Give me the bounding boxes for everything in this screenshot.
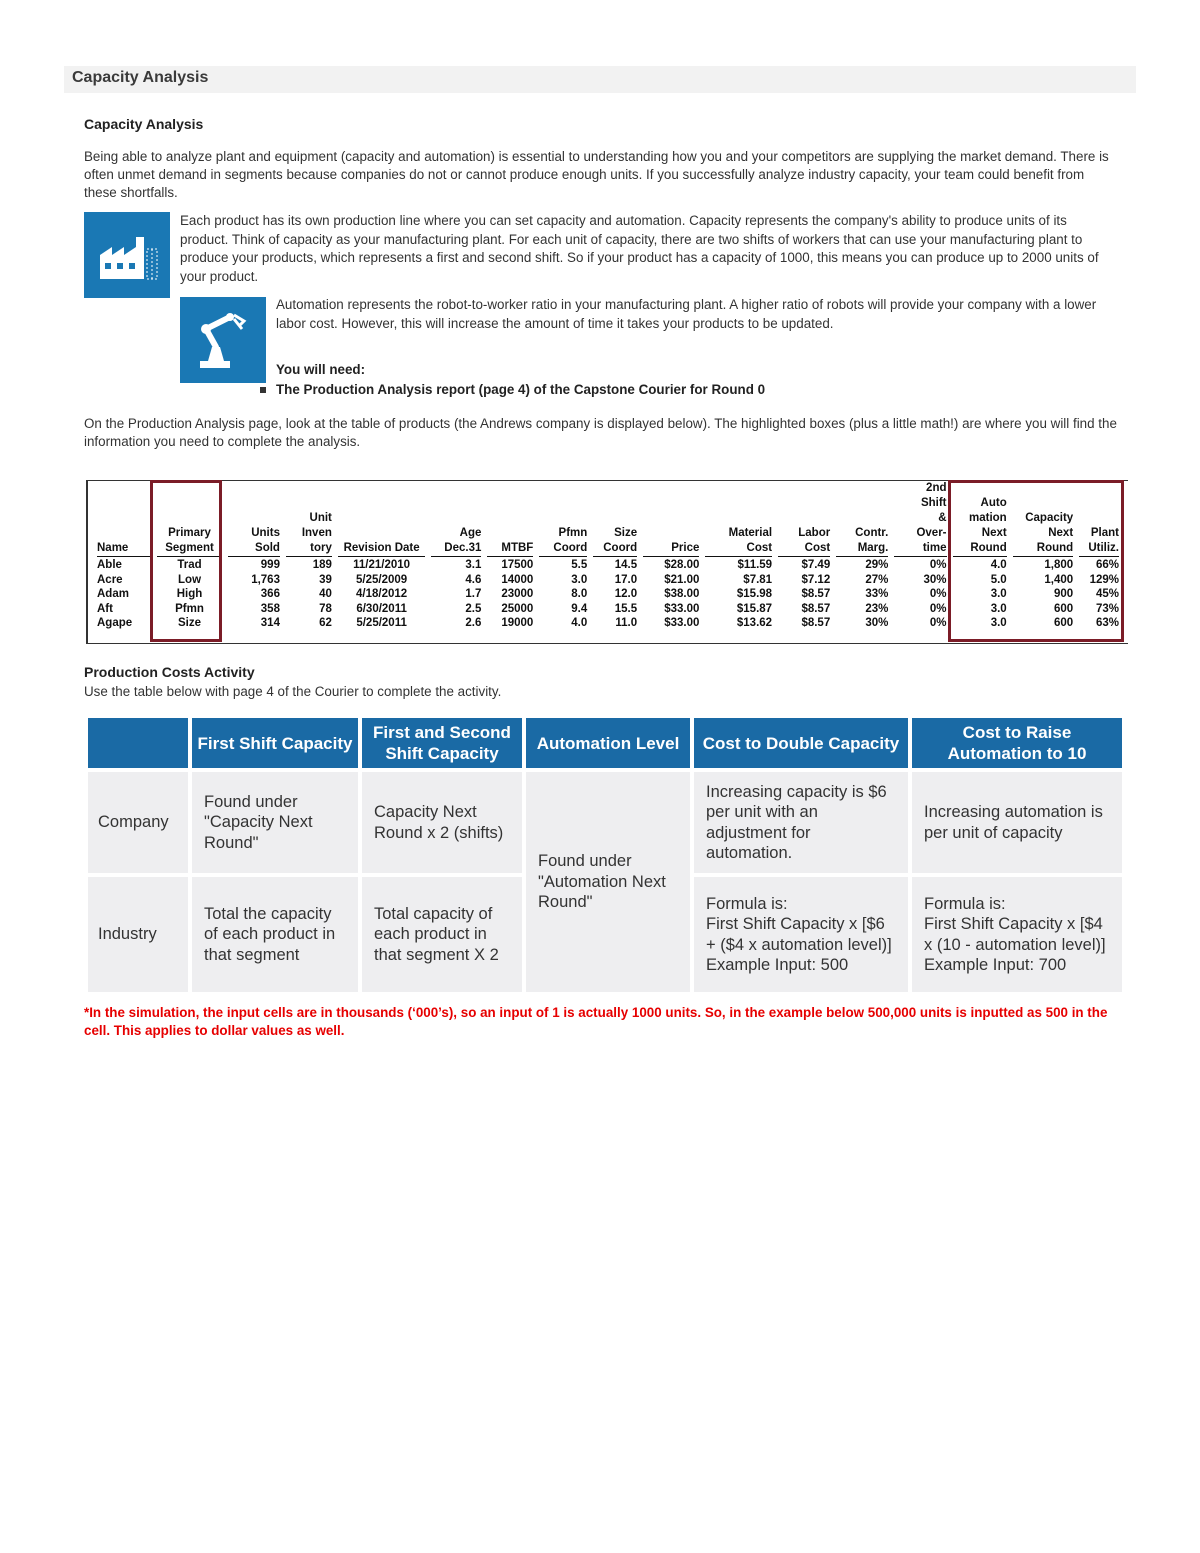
industry-both-shifts: Total capacity of each product in that segment X 2 [362, 877, 522, 992]
prod-cell: 999 [260, 559, 280, 571]
you-will-need-item [260, 382, 765, 397]
prod-cell: 30% [865, 617, 889, 630]
prod-cell: 3.1 [465, 559, 482, 571]
prod-cell: 4/18/2012 [356, 588, 408, 601]
page-header-title: Capacity Analysis [72, 69, 209, 86]
prod-header-cell [640, 481, 702, 558]
prod-cell: High [176, 588, 203, 601]
prod-cell: 9.4 [571, 602, 588, 615]
prod-cell: 23000 [501, 588, 534, 601]
production-analysis-table [86, 480, 1128, 644]
prod-header-label: Auto mation Next Round [953, 496, 1007, 557]
prod-cell: $7.49 [801, 559, 831, 571]
prod-cell: Acre [97, 573, 123, 586]
prod-cell: 5/25/2011 [356, 617, 407, 630]
header-both-shifts: First and Second Shift Capacity [362, 718, 522, 768]
prod-header-label: Pfmn Coord [539, 526, 587, 557]
prod-cell: $11.59 [737, 559, 773, 571]
prod-cell: 14.5 [614, 559, 638, 571]
prod-cell: 78 [319, 602, 332, 615]
company-double-cost: Increasing capacity is $6 per unit with an adjustment for automation. [694, 772, 908, 873]
row-label-industry: Industry [88, 877, 188, 992]
prod-cell: $38.00 [664, 588, 700, 601]
prod-cell: Low [178, 573, 202, 586]
prod-header-label: Price [643, 541, 699, 557]
prod-cell: 19000 [501, 617, 534, 630]
prod-cell: 0% [929, 588, 947, 601]
prod-cell: 1,400 [1044, 573, 1074, 586]
prod-cell: 17.0 [614, 573, 638, 586]
prod-cell: 1.7 [465, 588, 482, 601]
prod-cell: 3.0 [990, 602, 1007, 615]
prod-header-cell [536, 481, 590, 558]
prod-header-label: 2nd Shift & Over- time [894, 481, 946, 557]
prod-header-cell [1010, 481, 1076, 558]
automation-paragraph: Automation represents the robot-to-worker ratio in your manufacturing plant. A higher ratio of robots will provide your company with a lower labor cost. However, this will increase the amount of time it takes your products to be updated. [276, 297, 1097, 331]
prod-cell: 66% [1095, 559, 1119, 571]
prod-cell: 3.0 [571, 573, 588, 586]
prod-cell: $7.12 [801, 573, 831, 586]
prod-header-label: Labor Cost [778, 526, 830, 557]
header-double-cost: Cost to Double Capacity [694, 718, 908, 768]
footnote: *In the simulation, the input cells are in thousands (‘000’s), so an input of 1 is actually 1000 units. So, in the example below 500,000 units is inputted as 500 in the cell. This applies to dollar values as well. [84, 1005, 1108, 1038]
prod-cell: 30% [923, 573, 947, 586]
prod-cell: 15.5 [614, 602, 638, 615]
prod-cell: 0% [929, 617, 947, 630]
prod-cell: 900 [1053, 588, 1074, 601]
prod-header-label: Plant Utiliz. [1079, 526, 1119, 557]
prod-cell: 45% [1095, 588, 1119, 601]
prod-cell: 129% [1089, 573, 1119, 586]
prod-cell: 3.0 [990, 617, 1007, 630]
prod-cell: Aft [97, 602, 113, 615]
prod-header-label: Name [97, 541, 151, 557]
industry-first-shift: Total the capacity of each product in that segment [192, 877, 358, 992]
prod-cell: 17500 [501, 559, 534, 571]
prod-cell: 1,763 [251, 573, 280, 586]
header-first-shift: First Shift Capacity [192, 718, 358, 768]
prod-cell: 0% [929, 602, 947, 615]
prod-cell: 8.0 [571, 588, 588, 601]
prod-cell: 314 [260, 617, 280, 630]
prod-header-cell [335, 481, 428, 558]
prod-cell: 2.5 [465, 602, 482, 615]
prod-header-cell [833, 481, 891, 558]
prod-header-label: Primary Segment [157, 526, 222, 557]
prod-header-cell [225, 481, 283, 558]
prod-header-cell [428, 481, 484, 558]
table-row [94, 616, 1122, 631]
bullet-icon [260, 387, 266, 393]
prod-header-cell [484, 481, 536, 558]
prod-cell: Size [178, 617, 202, 630]
prod-header-label: Age Dec.31 [431, 526, 481, 557]
prod-header-cell [950, 481, 1010, 558]
prod-header-label: Contr. Marg. [836, 526, 888, 557]
page-header [64, 66, 1136, 93]
prod-header-cell [891, 481, 949, 558]
prod-cell: $33.00 [664, 602, 700, 615]
prod-cell: 1,800 [1044, 559, 1074, 571]
prod-cell: $21.00 [664, 573, 700, 586]
prod-cell: Agape [97, 617, 133, 630]
header-raise-cost: Cost to Raise Automation to 10 [912, 718, 1122, 768]
prod-cell: 366 [260, 588, 280, 601]
prod-cell: 63% [1095, 617, 1119, 630]
table-row [94, 602, 1122, 617]
capacity-paragraph: Each product has its own production line where you can set capacity and automation. Capacity represents the company's ability to produce units of its product. Think of capacity as your manufacturing plant. For each unit of capacity, there are two shifts of workers that can use your manufacturing plant to produce your products, which represents a first and second shift. So if your product has a capacity of 1000, this means you can produce up to 2000 units of your product. [180, 213, 1099, 284]
prod-header-cell [702, 481, 775, 558]
prod-cell: Trad [177, 559, 202, 571]
prod-header-label: Material Cost [705, 526, 772, 557]
prod-cell: 5/25/2009 [356, 573, 408, 586]
prod-cell: 14000 [501, 573, 534, 586]
prod-cell: 27% [865, 573, 889, 586]
prod-cell: $15.98 [736, 588, 773, 601]
prod-cell: 4.6 [465, 573, 482, 586]
prod-cell: $7.81 [743, 573, 773, 586]
factory-icon [84, 212, 170, 298]
prod-header-label: MTBF [487, 541, 533, 557]
prod-header-label: Size Coord [593, 526, 637, 557]
prod-header-label: Capacity Next Round [1013, 511, 1073, 557]
prod-cell: 2.6 [465, 617, 482, 630]
prod-cell: 11.0 [615, 617, 638, 630]
prod-header-label: Revision Date [338, 541, 425, 557]
company-first-shift: Found under "Capacity Next Round" [192, 772, 358, 873]
prod-cell: 25000 [501, 602, 534, 615]
prod-header-cell [94, 481, 154, 558]
prod-cell: $8.57 [801, 617, 831, 630]
prod-header-cell [775, 481, 833, 558]
you-will-need-label: You will need: [276, 362, 366, 377]
prod-cell: $8.57 [801, 602, 831, 615]
prod-cell: 29% [865, 559, 889, 571]
company-raise-cost: Increasing automation is per unit of capacity [912, 772, 1122, 873]
prod-header-label: Unit Inven tory [286, 511, 332, 557]
prod-cell: 3.0 [990, 588, 1007, 601]
prod-cell: 33% [865, 588, 889, 601]
prod-header-cell [154, 481, 225, 558]
industry-double-cost: Formula is: First Shift Capacity x [$6 + ($4 x automation level)] Example Input: 500 [694, 877, 908, 992]
intro-paragraph: Being able to analyze plant and equipment (capacity and automation) is essential to understanding how you and your competitors are supplying the market demand. There is often unmet demand in segments because companies do not or cannot produce enough units. If you successfully analyze industry capacity, your team could benefit from these shortfalls. [84, 149, 1109, 200]
prod-cell: 23% [865, 602, 889, 615]
prod-cell: $28.00 [664, 559, 700, 571]
production-costs-table [84, 714, 1126, 996]
prod-cell: $8.57 [801, 588, 831, 601]
prod-cell: 11/21/2010 [353, 559, 411, 571]
table-row [94, 587, 1122, 602]
prod-cell: Pfmn [175, 602, 204, 615]
prod-header-label: Units Sold [228, 526, 280, 557]
prod-cell: 39 [319, 573, 332, 586]
prod-cell: 40 [319, 588, 332, 601]
activity-subtitle: Use the table below with page 4 of the Courier to complete the activity. [84, 684, 502, 699]
table-row [94, 558, 1122, 573]
prod-cell: $15.87 [736, 602, 773, 615]
robot-arm-icon [180, 297, 266, 383]
prod-cell: 12.0 [614, 588, 638, 601]
prod-header-cell [590, 481, 640, 558]
industry-raise-cost: Formula is: First Shift Capacity x [$4 x (10 - automation level)] Example Input: 700 [912, 877, 1122, 992]
prod-cell: Adam [97, 588, 129, 601]
activity-title: Production Costs Activity [84, 664, 255, 680]
automation-level-cell: Found under "Automation Next Round" [526, 772, 690, 992]
prod-cell: 0% [929, 559, 947, 571]
prod-cell: $13.62 [736, 617, 773, 630]
header-blank [88, 718, 188, 768]
section-title: Capacity Analysis [84, 116, 204, 132]
prod-cell: 4.0 [990, 559, 1007, 571]
prod-cell: 4.0 [571, 617, 588, 630]
prod-cell: Able [97, 559, 122, 571]
company-both-shifts: Capacity Next Round x 2 (shifts) [362, 772, 522, 873]
prod-cell: 5.0 [990, 573, 1007, 586]
prod-cell: 358 [260, 602, 280, 615]
prod-header-cell [283, 481, 335, 558]
prod-cell: $33.00 [664, 617, 700, 630]
prod-header-cell [1076, 481, 1122, 558]
table-row [94, 573, 1122, 588]
prod-cell: 600 [1053, 602, 1074, 615]
header-automation-level: Automation Level [526, 718, 690, 768]
prod-cell: 6/30/2011 [356, 602, 407, 615]
prod-cell: 600 [1053, 617, 1074, 630]
prod-cell: 5.5 [571, 559, 588, 571]
need-item-text: The Production Analysis report (page 4) of the Capstone Courier for Round 0 [276, 382, 766, 397]
lookup-paragraph: On the Production Analysis page, look at the table of products (the Andrews company is displayed below). The highlighted boxes (plus a little math!) are where you will find the information you need to complete the analysis. [84, 416, 1117, 449]
prod-cell: 62 [319, 617, 332, 630]
prod-cell: 189 [312, 559, 332, 571]
row-label-company: Company [88, 772, 188, 873]
prod-cell: 73% [1095, 602, 1119, 615]
